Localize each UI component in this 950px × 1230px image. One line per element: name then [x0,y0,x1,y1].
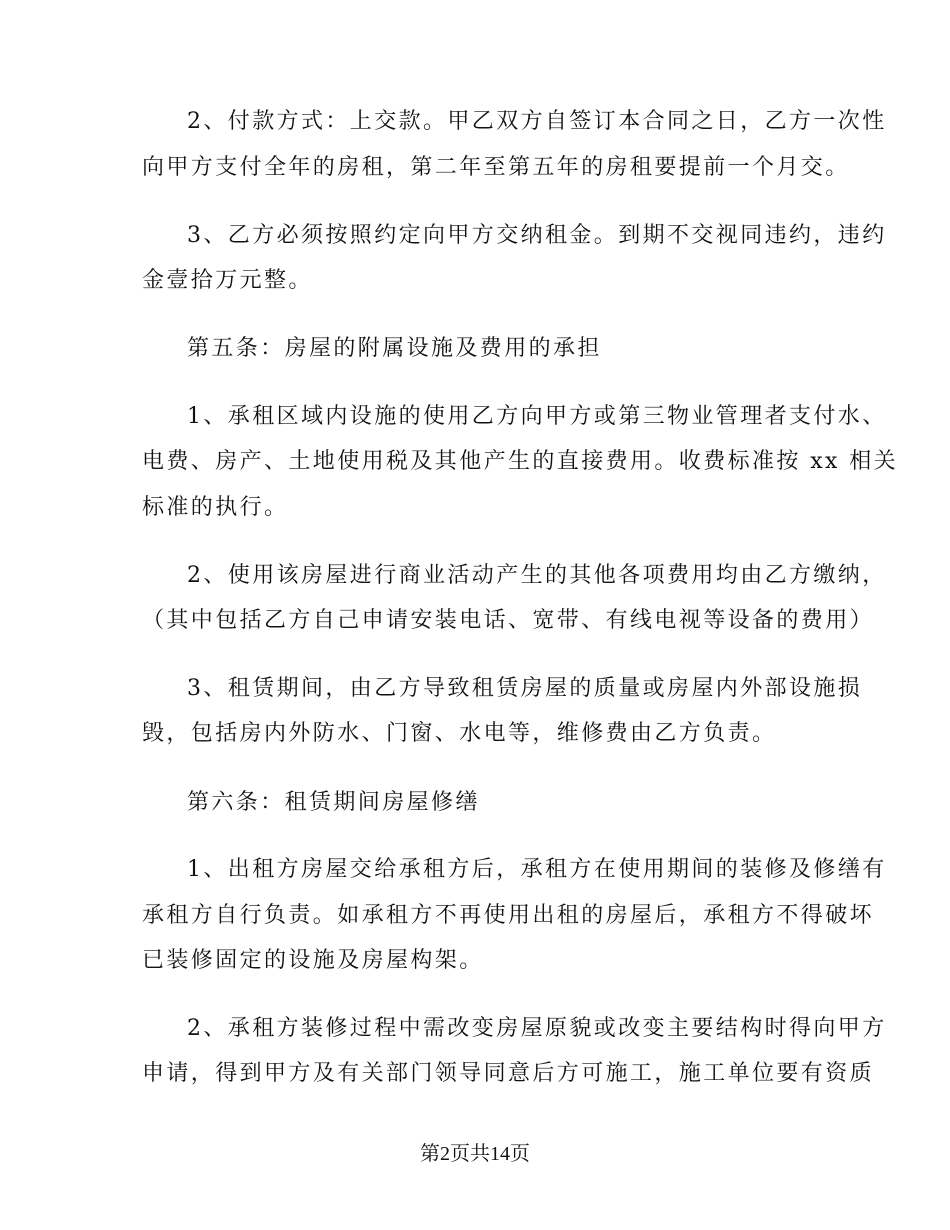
section-heading: 第六条：租赁期间房屋修缮 [187,790,480,815]
paragraph-line: 已装修固定的设施及房屋构架。 [142,948,484,973]
paragraph-line: 1、出租方房屋交给承租方后，承租方在使用期间的装修及修缮有 [187,857,887,882]
paragraph-line: 申请，得到甲方及有关部门领导同意后方可施工，施工单位要有资质 [142,1061,875,1086]
paragraph-line: 标准的执行。 [142,495,289,520]
paragraph-line: 1、承租区域内设施的使用乙方向甲方或第三物业管理者支付水、 [187,404,887,429]
paragraph-line: 2、付款方式：上交款。甲乙双方自签订本合同之日，乙方一次性 [187,109,887,134]
paragraph-line: 3、乙方必须按照约定向甲方交纳租金。到期不交视同违约，违约 [187,223,887,248]
paragraph-line: 向甲方支付全年的房租，第二年至第五年的房租要提前一个月交。 [142,155,850,180]
paragraph-line: 2、承租方装修过程中需改变房屋原貌或改变主要结构时得向甲方 [187,1016,887,1041]
paragraph-line: 毁，包括房内外防水、门窗、水电等，维修费由乙方负责。 [142,721,777,746]
paragraph-line: （其中包括乙方自己申请安装电话、宽带、有线电视等设备的费用） [142,608,875,633]
section-heading: 第五条：房屋的附属设施及费用的承担 [187,336,602,361]
paragraph-line: 3、租赁期间，由乙方导致租赁房屋的质量或房屋内外部设施损 [187,676,863,701]
paragraph-line: 承租方自行负责。如承租方不再使用出租的房屋后，承租方不得破坏 [142,903,875,928]
paragraph-line: 金壹拾万元整。 [142,268,313,293]
page-number-footer: 第2页共14页 [420,1143,530,1165]
paragraph-line: 电费、房产、土地使用税及其他产生的直接费用。收费标准按 xx 相关 [142,449,899,474]
paragraph-line: 2、使用该房屋进行商业活动产生的其他各项费用均由乙方缴纳， [187,563,887,588]
